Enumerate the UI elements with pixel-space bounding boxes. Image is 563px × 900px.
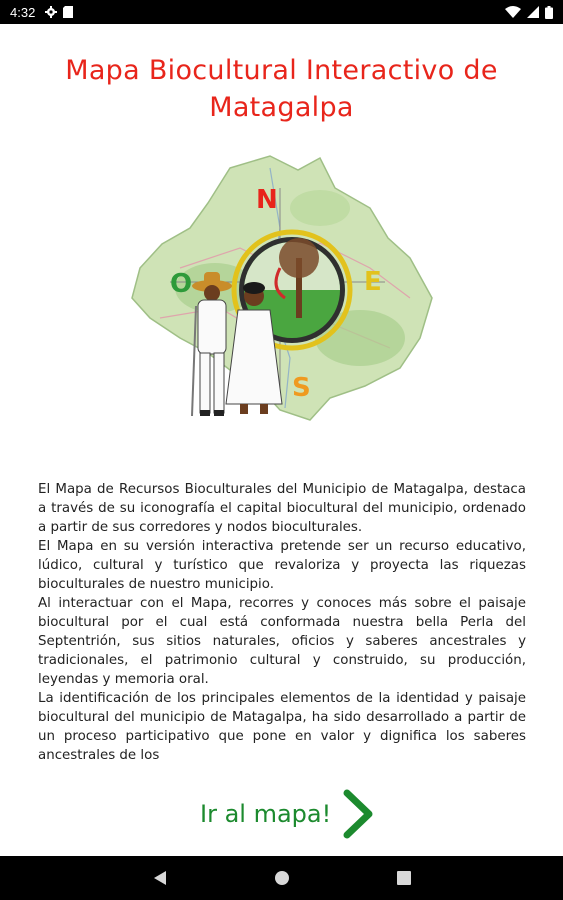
chevron-right-icon [341, 789, 375, 839]
wifi-icon [505, 6, 521, 18]
signal-icon [527, 6, 539, 18]
description-paragraph: Al interactuar con el Mapa, recorres y conoces más sobre el paisaje biocultural por el cual está conformada nuestra bella Perla del Septentrión, sus sitios naturales, oficios y saberes ancestrales y tradicionales, el patrimonio cultural y construido, su producción, leyendas y memoria oral. [38, 596, 526, 687]
compass-north: N [256, 185, 278, 215]
navigation-bar [0, 856, 563, 900]
description-paragraph: El Mapa en su versión interactiva pretende ser un recurso educativo, lúdico, cultural y turístico que revaloriza y proyecta las riquezas bioculturales de nuestro municipio. [38, 539, 526, 592]
description-paragraph: La identificación de los principales elementos de la identidad y paisaje biocultural del municipio de Matagalpa, ha sido desarrollado a partir de un proceso participativo que pone en valor y dignifica los saberes ancestrales de los [38, 691, 526, 763]
compass-east: E [364, 267, 382, 297]
recents-button[interactable] [392, 866, 416, 890]
home-icon [274, 870, 290, 886]
sd-card-icon [63, 6, 73, 18]
battery-icon [545, 6, 553, 19]
description-paragraph: El Mapa de Recursos Bioculturales del Municipio de Matagalpa, destaca a través de su iconografía el capital biocultural del municipio, ordenado a partir de sus corredores y nodos bioculturales. [38, 482, 526, 535]
biocultural-map-illustration [120, 148, 445, 430]
gear-icon [45, 6, 57, 18]
back-button[interactable] [148, 866, 172, 890]
description-text [38, 480, 526, 772]
back-icon [153, 870, 167, 886]
page-title: Mapa Biocultural Interactivo de Matagalpa [65, 55, 498, 123]
go-to-map-button[interactable] [200, 786, 375, 842]
compass-west: O [170, 269, 193, 299]
status-time: 4:32 [10, 4, 36, 20]
recents-icon [397, 871, 411, 885]
status-bar [0, 0, 563, 24]
map-compass-artwork [120, 148, 445, 430]
home-button[interactable] [270, 866, 294, 890]
compass-south: S [292, 373, 311, 403]
go-to-map-label: Ir al mapa! [200, 800, 332, 828]
